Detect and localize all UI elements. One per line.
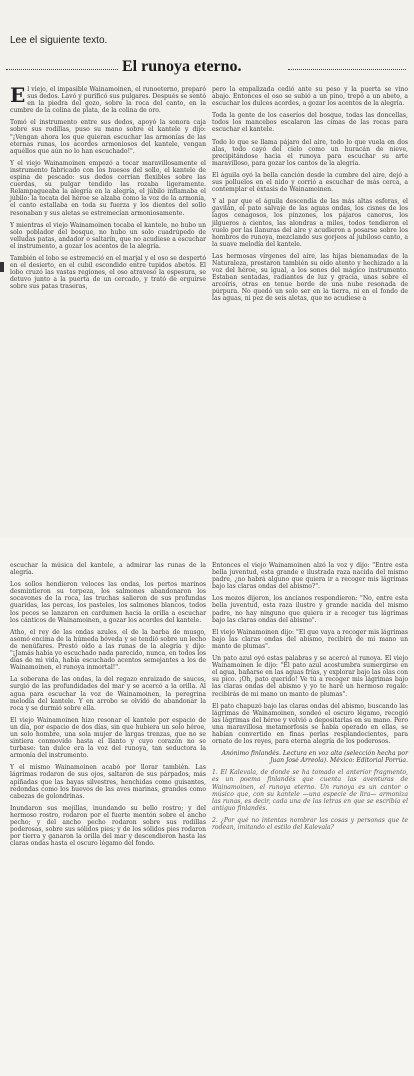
- paragraph: El pato chapuzó bajo las claras ondas del abismo, buscando las lágrimas de Wainamoinen, sondeó el oscuro légamo, recogió las lágrimas del héroe y volvió a depositarlas en su mano. Pero una maravillosa metamorfosis se había operado en ellas, se habían convertido en finas perlas resplandecientes, para ornato de los reyes, para eterna alegría de los poderosos.: [212, 702, 408, 746]
- paragraph: El águila oyó la bella canción desde la cumbre del aire, dejó a sus polluelos en el nido y corrió a escuchar de más cerca, a contemplar el éxtasis de Wainamoinen.: [212, 171, 408, 194]
- paragraph: escuchar la música del kantele, a admirar las runas de la alegría.: [10, 562, 206, 577]
- footnote-1: 1. El Kalevala, de donde se ha tomado el anterior fragmento, es un poema finlandés que cuenta las aventuras de Wainamoinen, el runoya eterno. Un runoya es un cantor o músico que, con su kantele —una especie de lira— armoniza las runas, es decir, cada una de las letras en que se escribía el antiguo finlandés.: [212, 769, 408, 812]
- page-title: El runoya eterno.: [122, 58, 242, 75]
- paragraph: Y mientras el viejo Wainamoinen tocaba el kantele, no hubo un solo poblador del bosque, no hubo un solo cuadrúpedo de velludas patas, andador o saltarín, que no acudiese a escuchar el instrumento, a gozar los acentos de la alegría.: [10, 221, 206, 250]
- paragraph: Y al par que el águila descendía de las más altas esferas, el gavilán, el pato salvaje de las aguas ondas, los cisnes de los lagos cenagosos, los pinzones, los pájaros canoros, los jilgueros a cientos, las alondras a miles, todos tendieron el vuelo por las llanuras del aire y acudieron a posarse sobre los hombros de runoya, mezclando sus gorjeos al jubiloso canto, a la suave melodía del kantele.: [212, 198, 408, 248]
- paragraph: El viejo, el impasible Wainamoinen, el runoeterno, preparó sus dedos. Lavó y purificó sus pulgares. Después se sentó en la piedra del gozo, sobre la roca del canto, en la cumbre de la colina de plata, de la colina de oro.: [10, 83, 206, 115]
- paragraph: Inundaron sus mejillas, inundando su bello rostro; y del hermoso rostro, rodaron por el fuerte mentón sobre el ancho pecho; y del ancho pecho rodaron sobre sus rodillas poderosas, sobre sus sólidos pies; y de los sólidos pies rodaron por tierra y ganaron la orilla del mar y descendieron hasta las claras ondas hasta el oscuro légamo del fondo.: [10, 804, 206, 848]
- title-dotted-rule-left: [6, 69, 118, 70]
- text-column-2: [212, 86, 408, 516]
- text-column-1: [10, 83, 206, 516]
- paragraph: Un pato azul oyó estas palabras y se acercó al runoya. El viejo Wainamoinen le dijo: "El pato azul acostumbra sumergirse en el agua, bañarse en las aguas frías, y explorar bajo las olas con su pico. ¡Oh, pato querido! Ve tú a recoger mis lágrimas bajo las claras ondas del abismo y yo te haré un hermoso regalo: recibirás de mi mano un manto de plumas".: [212, 655, 408, 698]
- paragraph: Y el viejo Wainamoinen empezó a tocar maravillosamente el instrumento fabricado con los huesos del sollo, el kantele de espina de pescado: sus dedos corrían flexibles sobre las cuerdas, su pulgar tendido las rozaba ligeramente. Relampagueaba la alegría en la alegría, el júbilo inflamaba el júbilo: la tocata del héroe se alzaba como la voz de la armonía, el canto estallaba en toda su fuerza y los dientes del sollo resonaban y sus aletas se estremecían armoniosamente.: [10, 159, 206, 217]
- paragraph: Tomó el instrumento entre sus dedos, apoyó la sonora caja sobre sus rodillas, puso su mano sobre el kantele y dijo: "¡Vengan ahora los que quieran escuchar las armonías de las eternas runas, los acordes armoniosos del kantele, vengan aquéllos que aún no lo han escuchado!".: [10, 119, 206, 155]
- binding-mark: [0, 262, 4, 272]
- paragraph: Y el mismo Wainamoinen acabó por llorar también. Las lágrimas rodaron de sus ojos, saltaron de sus párpados, más apiñadas que las bayas silvestres, henchidas como guisantes, redondas como los huevos de las aves marinas, grandes como cabezas de golondrinas.: [10, 764, 206, 800]
- instruction-text: Lee el siguiente texto.: [10, 35, 108, 46]
- paragraph: El viejo Wainamoinen dijo: "El que vaya a recoger mis lágrimas bajo las claras ondas del abismo, recibirá de mi mano un manto de plumas".: [212, 628, 408, 650]
- paragraph: Los sollos hendieron veloces las ondas, los pertos marinos desmintieron su torpeza, los salmones abandonaron los socavones de la roca, las truchas salieron de sus profundas guaridas, las percas, los pasteles, los salmones blancos, todos los peces se lanzaron en cardumen hacia la orilla a escuchar los cánticos de Wainamoinen, a gozar los acordes del kantele.: [10, 581, 206, 624]
- footnote-2: 2. ¿Por qué no intentas nombrar las cosas y personas que te rodean, imitando el estilo del Kalevala?: [212, 816, 408, 831]
- paragraph: pero la empalizada cedió ante su peso y la puerta se vino abajo. Entonces el oso se subió a un pino, trepó a un abeto, a escuchar los dulces acordes, a gozar los acentos de la alegría.: [212, 86, 408, 108]
- paragraph: Toda la gente de los caseríos del bosque, todas las doncellas, todos los mancebos escalaron las cimas de las rocas para escuchar el kantele.: [212, 112, 408, 134]
- title-dotted-rule-right: [288, 69, 406, 70]
- paragraph: La soberana de las ondas, la del regazo enraizado de sauces, surgió de las profundidades del mar y se acercó a la orilla. Al agua para escuchar la voz de Wainamoinen, la peregrina melodía del kantele. Y en arrobo se olvidó de abandonar la roca y se durmió sobre ella.: [10, 676, 206, 712]
- source-citation: Anónimo finlandés. Lectura en voz alta (selección hecha por Juan José Arreola). México: Editorial Porrúa.: [221, 750, 408, 765]
- paragraph: El viejo Wainamoinen hizo resonar el kantele por espacio de un día, por espacio de dos días, sin que hubiera un solo héroe, un solo hombre, una sola mujer de largas trenzas, que no se sintiera conmovido hasta el llanto y cuyo corazón no se turbase: tan dulce era la voz del runoya, tan seductora la armonía del instrumento.: [10, 716, 206, 760]
- paragraph: Entonces el viejo Wainamoinen alzó la voz y dijo: "Entre esta bella juventud, esta grande e ilustrada raza nacida del mismo padre, ¿no habrá alguno que quiera ir a recoger mis lágrimas bajo las claras ondas del abismo?".: [212, 562, 408, 591]
- drop-cap: E: [10, 83, 26, 107]
- paragraph: También el lobo se estremeció en el marjal y el oso se despertó en el desierto, en el cubil escondido entre tupidos abetos. El lobo cruzó las vastas regiones, el oso atravesó la espesura, se detuvo junto a la puerta de un cercado, y trató de erguirse sobre sus patas traseras,: [10, 254, 206, 291]
- title-row: [6, 58, 406, 76]
- paragraph: Las hermosas vírgenes del aire, las hijas bienamadas de la Naturaleza, prestaron también su oído atento y hechizado a la voz del héroe, su igual, a los sones del mágico instrumento. Estaban sentadas, radiantes de luz y gracia, unas sobre el arcoíris, otras en tenue borde de una nube resonada de púrpura. No quedó un solo ser en la tierra, ni en el fondo de las aguas, ni pez de seis aletas, que no acudiese a: [212, 252, 408, 303]
- paragraph: Los mozos dijeron, los ancianos respondieron: "No, entre esta bella juventud, esta raza ilustre y grande nacida del mismo padre, no hay ninguno que quiera ir a recoger tus lágrimas bajo las claras ondas del abismo".: [212, 595, 408, 624]
- paragraph: Todo lo que se llama pájaro del aire, todo lo que vuela en dos alas, todo cayó del cielo como un huracán de nieve, precipitándose hacia el runoya para escuchar su arte maravilloso, para gozar los cantos de la alegría.: [212, 138, 408, 167]
- paragraph: Atho, el rey de las ondas azules, el de la barba de musgo, asomó encima de la húmeda bóveda y se tendió sobre un lecho de nenúfares. Prestó oído a las runas de la alegría y dijo: "¡Jamás había yo escuchado nada parecido, nunca, en todos los días de mi vida, había escuchado acentos semejantes a los de Wainamoinen, el runoya inmortal!".: [10, 628, 206, 672]
- lower-scan: [0, 538, 414, 1076]
- text-column-3: [10, 562, 206, 1072]
- text-column-4: [212, 562, 408, 1072]
